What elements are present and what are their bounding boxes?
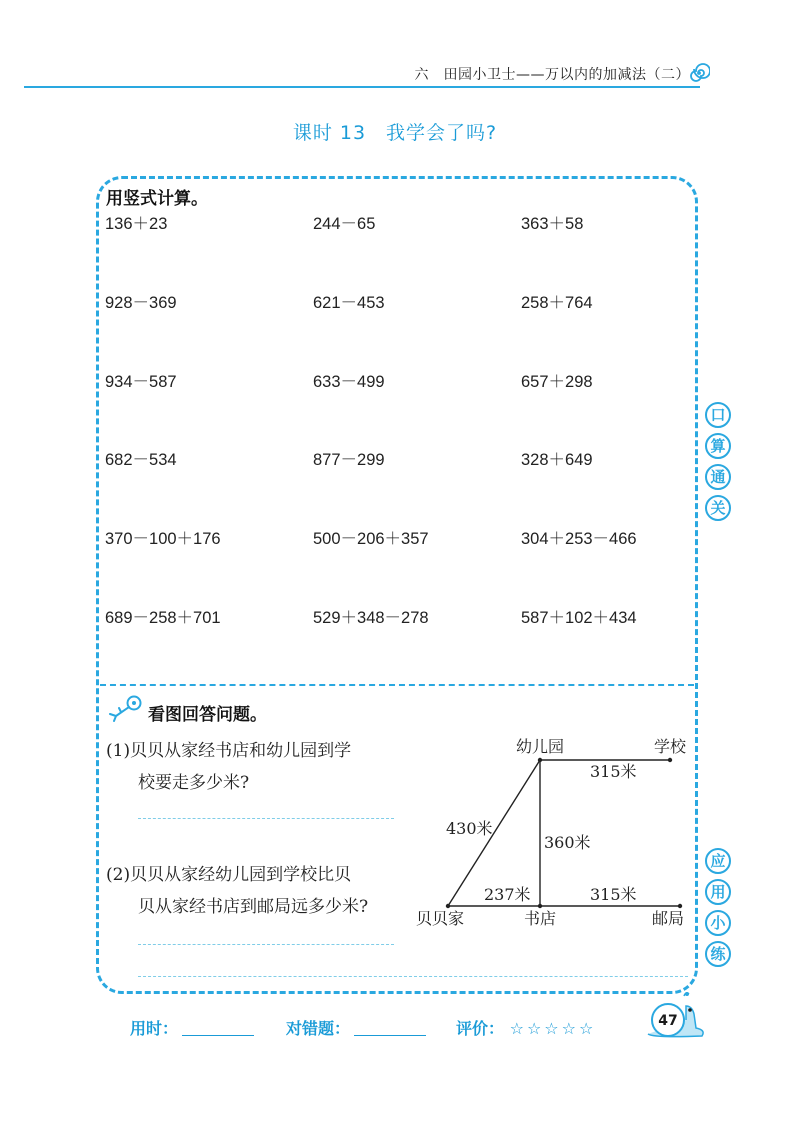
lesson-title: 课时 13 我学会了吗? xyxy=(292,122,498,144)
node-home xyxy=(446,904,450,908)
question-1-line-1: (1)贝贝从家经书店和幼儿园到学 xyxy=(106,741,352,761)
section-divider xyxy=(100,684,694,686)
distance-bookstore-kindergarten: 360米 xyxy=(544,833,591,852)
question-1-line-2: 校要走多少米? xyxy=(138,773,250,793)
problem: 304＋253－466 xyxy=(521,530,637,548)
time-label: 用时： xyxy=(130,1019,179,1038)
side-tab-application xyxy=(703,846,733,970)
svg-text:算: 算 xyxy=(710,437,726,455)
distance-kindergarten-school: 315米 xyxy=(590,762,637,781)
distance-home-kindergarten: 430米 xyxy=(446,819,493,838)
spiral-icon xyxy=(688,62,710,84)
node-post-office xyxy=(678,904,682,908)
correct-field xyxy=(286,1016,426,1039)
problem: 633－499 xyxy=(313,373,385,391)
rating-label: 评价： xyxy=(456,1019,505,1038)
answer-line[interactable] xyxy=(138,976,688,977)
problem: 529＋348－278 xyxy=(313,609,429,627)
problem: 136＋23 xyxy=(105,215,168,233)
problem: 363＋58 xyxy=(521,215,584,233)
label-school: 学校 xyxy=(654,737,687,756)
node-bookstore xyxy=(538,904,542,908)
label-kindergarten: 幼儿园 xyxy=(516,737,565,756)
page-number: 47 xyxy=(658,1013,678,1029)
problem: 682－534 xyxy=(105,451,177,469)
correct-blank[interactable] xyxy=(354,1021,426,1036)
key-icon xyxy=(104,694,146,724)
svg-text:用: 用 xyxy=(710,883,726,901)
problem: 370－100＋176 xyxy=(105,530,221,548)
correct-label: 对错题： xyxy=(286,1019,351,1038)
answer-line[interactable] xyxy=(138,944,394,945)
problem: 928－369 xyxy=(105,294,177,312)
problem: 877－299 xyxy=(313,451,385,469)
svg-text:应: 应 xyxy=(710,852,726,870)
label-home: 贝贝家 xyxy=(416,909,465,928)
svg-text:口: 口 xyxy=(710,406,726,424)
problem: 934－587 xyxy=(105,373,177,391)
svg-text:通: 通 xyxy=(710,468,726,486)
time-field xyxy=(130,1016,254,1039)
label-post-office: 邮局 xyxy=(652,909,685,928)
snail-page-badge xyxy=(644,990,708,1040)
label-bookstore: 书店 xyxy=(524,909,557,928)
answer-line[interactable] xyxy=(138,818,394,819)
problem: 621－453 xyxy=(313,294,385,312)
problem: 258＋764 xyxy=(521,294,593,312)
header-rule xyxy=(24,86,700,88)
svg-text:练: 练 xyxy=(710,945,726,963)
distance-home-bookstore: 237米 xyxy=(484,885,531,904)
question-2-line-2: 贝从家经书店到邮局远多少米? xyxy=(138,897,369,917)
section1-title: 用竖式计算。 xyxy=(106,189,208,209)
problem: 244－65 xyxy=(313,215,376,233)
rating-field xyxy=(456,1016,596,1039)
distance-bookstore-post: 315米 xyxy=(590,885,637,904)
node-school xyxy=(668,758,672,762)
problem: 689－258＋701 xyxy=(105,609,221,627)
problem: 500－206＋357 xyxy=(313,530,429,548)
rating-stars[interactable]: ☆☆☆☆☆ xyxy=(509,1019,597,1038)
question-2-line-1: (2)贝贝从家经幼儿园到学校比贝 xyxy=(106,865,352,885)
section2-title: 看图回答问题。 xyxy=(148,705,267,725)
problem: 328＋649 xyxy=(521,451,593,469)
node-kindergarten xyxy=(538,758,542,762)
side-tab-oral-calc xyxy=(703,400,733,524)
chapter-header: 六 田园小卫士——万以内的加减法（二） xyxy=(414,67,690,83)
svg-text:小: 小 xyxy=(710,914,726,932)
svg-text:关: 关 xyxy=(710,499,726,517)
route-diagram xyxy=(404,730,704,940)
problem: 657＋298 xyxy=(521,373,593,391)
time-blank[interactable] xyxy=(182,1021,254,1036)
problem: 587＋102＋434 xyxy=(521,609,637,627)
